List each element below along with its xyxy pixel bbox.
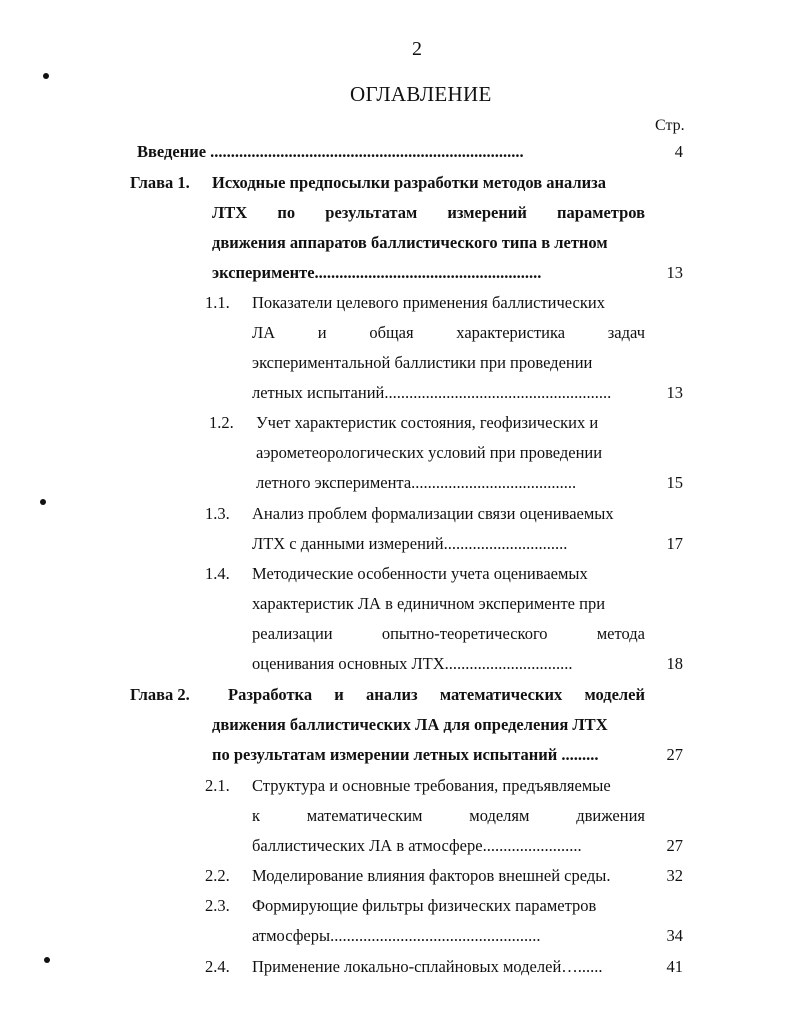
section-number: 2.1. bbox=[205, 776, 230, 795]
toc-page: 4 bbox=[674, 142, 683, 161]
section-number: 1.3. bbox=[205, 504, 230, 523]
toc-page: 27 bbox=[666, 745, 683, 764]
toc-page: 13 bbox=[666, 263, 683, 282]
toc-page: 18 bbox=[666, 654, 683, 673]
toc-line[interactable]: Разработка и анализ математических моделей bbox=[228, 685, 645, 704]
toc-line[interactable]: движения баллистических ЛА для определения ЛТХ bbox=[212, 715, 608, 734]
toc-line[interactable]: Введение ............................................................................ bbox=[137, 142, 524, 161]
toc-line[interactable]: атмосферы................................................... bbox=[252, 926, 541, 945]
toc-line[interactable]: Формирующие фильтры физических параметров bbox=[252, 896, 597, 915]
section-number: 1.4. bbox=[205, 564, 230, 583]
toc-page: 13 bbox=[666, 383, 683, 402]
section-number: 1.2. bbox=[209, 413, 234, 432]
toc-line[interactable]: летных испытаний....................................................... bbox=[252, 383, 612, 402]
toc-line[interactable]: характеристик ЛА в единичном эксперименте при bbox=[252, 594, 606, 613]
scan-mark-1 bbox=[43, 73, 49, 79]
toc-page: 32 bbox=[666, 866, 683, 885]
toc-line[interactable]: Методические особенности учета оцениваемых bbox=[252, 564, 588, 583]
scan-mark-3 bbox=[44, 957, 50, 963]
toc-line[interactable]: аэрометеорологических условий при проведении bbox=[256, 443, 603, 462]
toc-line[interactable]: баллистических ЛА в атмосфере........................ bbox=[252, 836, 582, 855]
toc-line[interactable]: движения аппаратов баллистического типа в летном bbox=[212, 233, 608, 252]
toc-line[interactable]: к математическим моделям движения bbox=[252, 806, 645, 825]
page-number: 2 bbox=[412, 38, 422, 60]
toc-line[interactable]: Учет характеристик состояния, геофизических и bbox=[256, 413, 599, 432]
section-number: 2.2. bbox=[205, 866, 230, 885]
toc-line[interactable]: Исходные предпосылки разработки методов анализа bbox=[212, 173, 607, 192]
section-number: 1.1. bbox=[205, 293, 230, 312]
toc-line[interactable]: ЛТХ по результатам измерений параметров bbox=[212, 203, 645, 222]
toc-line[interactable]: эксперименте....................................................... bbox=[212, 263, 542, 282]
toc-title: ОГЛАВЛЕНИЕ bbox=[350, 82, 492, 106]
toc-page: 15 bbox=[666, 473, 683, 492]
toc-line[interactable]: оценивания основных ЛТХ............................... bbox=[252, 654, 573, 673]
section-number: 2.3. bbox=[205, 896, 230, 915]
toc-line[interactable]: ЛТХ с данными измерений.............................. bbox=[252, 534, 568, 553]
toc-page: 27 bbox=[666, 836, 683, 855]
page-column-header: Стр. bbox=[655, 117, 685, 134]
toc-line[interactable]: экспериментальной баллистики при проведении bbox=[252, 353, 593, 372]
toc-line[interactable]: Применение локально-сплайновых моделей…...... bbox=[252, 957, 603, 976]
chapter-number: Глава 1. bbox=[130, 173, 190, 192]
toc-line[interactable]: Структура и основные требования, предъявляемые bbox=[252, 776, 611, 795]
toc-page: 41 bbox=[666, 957, 683, 976]
toc-line[interactable]: реализации опытно-теоретического метода bbox=[252, 624, 645, 643]
toc-line[interactable]: ЛА и общая характеристика задач bbox=[252, 323, 645, 342]
toc-page: 34 bbox=[666, 926, 683, 945]
toc-line[interactable]: Моделирование влияния факторов внешней среды. bbox=[252, 866, 611, 885]
toc-line[interactable]: Показатели целевого применения баллистических bbox=[252, 293, 605, 312]
chapter-number: Глава 2. bbox=[130, 685, 190, 704]
toc-line[interactable]: летного эксперимента........................................ bbox=[256, 473, 577, 492]
toc-line[interactable]: по результатам измерении летных испытаний ......... bbox=[212, 745, 599, 764]
scan-mark-2 bbox=[40, 499, 46, 505]
section-number: 2.4. bbox=[205, 957, 230, 976]
toc-page: 17 bbox=[666, 534, 683, 553]
toc-line[interactable]: Анализ проблем формализации связи оцениваемых bbox=[252, 504, 614, 523]
